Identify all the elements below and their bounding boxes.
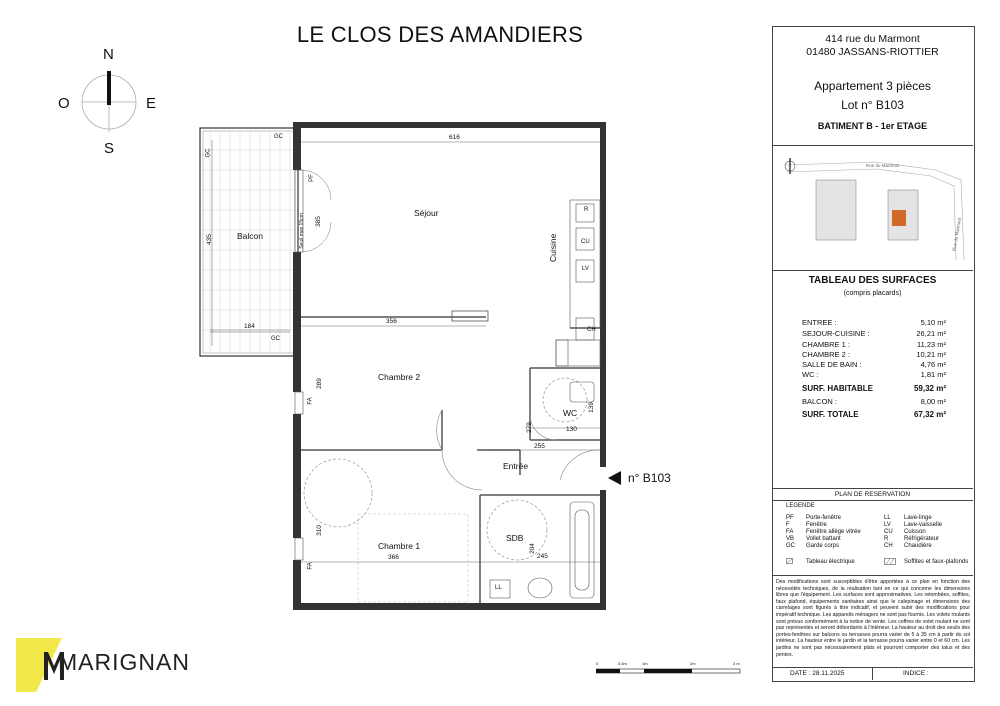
room-label-cuisine: Cuisine <box>548 233 558 262</box>
reservation-heading: PLAN DE RESERVATION <box>834 491 911 498</box>
surface-row-wc: WC : 1,81 m² <box>802 370 946 379</box>
code-gc-top: GC <box>274 134 283 140</box>
surface-row-chambre1: CHAMBRE 1 : 11,23 m² <box>802 340 946 349</box>
room-label-wc: WC <box>563 408 578 418</box>
address-line-2: 01480 JASSANS-RIOTTIER <box>806 46 939 58</box>
legend-left-label-2: Fenêtre allège vitrée <box>806 529 861 535</box>
lot-marker-label: n° B103 <box>628 471 671 485</box>
legend-left-code-2: FA <box>786 529 794 535</box>
footer-date: DATE : 28.11.2025 <box>790 670 845 677</box>
marignan-logo-text: MARIGNAN <box>58 649 190 675</box>
dim-435: 435 <box>205 234 213 245</box>
legend-soffits: Soffites et faux-plafonds <box>904 559 969 565</box>
appliance-ll: LL <box>495 585 502 591</box>
legend-right-label-4: Chaudière <box>904 543 932 549</box>
surface-row-totale: SURF. TOTALE 67,32 m² <box>802 410 946 419</box>
legend-title: LEGENDE <box>786 503 815 509</box>
surface-row-entree: ENTREE : 5,10 m² <box>802 318 946 327</box>
legend-left-code-3: VB <box>786 536 795 542</box>
surfaces-heading: TABLEAU DES SURFACES <box>808 275 937 286</box>
legend-right-code-1: LV <box>884 522 891 528</box>
room-label-sejour: Séjour <box>414 208 439 218</box>
lot-arrow-icon <box>608 471 622 485</box>
scale-label-05: 0.5m <box>618 661 627 666</box>
compass-west: O <box>58 95 70 112</box>
legend-left-label-4: Garde corps <box>806 543 840 549</box>
room-label-chambre2: Chambre 2 <box>378 372 421 382</box>
dim-385: 385 <box>314 216 322 227</box>
apartment-building: BATIMENT B - 1er ETAGE <box>817 121 928 131</box>
compass-icon <box>78 60 140 140</box>
legend-right-code-2: CU <box>884 529 893 535</box>
surface-row-sdb: SALLE DE BAIN : 4,76 m² <box>802 360 946 369</box>
legend-right-label-0: Lave-linge <box>904 515 932 521</box>
footer-index: INDICE : <box>903 670 929 677</box>
legend-left-code-1: F <box>786 522 790 528</box>
dim-289: 289 <box>315 378 323 389</box>
legend-electric: Tableau électrique <box>806 559 855 565</box>
scale-label-2: 2m <box>690 661 696 666</box>
room-label-chambre1: Chambre 1 <box>378 541 421 551</box>
disclaimer-text: Des modifications sont susceptibles d'être apportées à ce plan en fonction des nécessités techniques, de la réalisation tant en ce qui concerne les dimensions libres que l'équipement. Les surfaces sont approximatives. Les retombées, soffites, faux plafond, équipements sanitaires ainsi que le calepinage et dimensions des carrelages sont figurés à titre indicatif, et peuvent subir des modifications pour impératif technique. Les appareils ménagers ne sont pas fournis. Les volets roulants sont prévus conformément à la notice de vente. Les coffres de volet roulant ne sont pas représentés et seront débordants à l'intérieur. La hauteur au droit des seuils des portes-fenêtres sur balcons ou terrasses pourra varier de 5 à 35 cm à partir du sol intérieur. La hauteur entre le jardin et la terrasse pourra varier entre 0 et 60 cm. Les jardins ne sont pas nécessairement plats et pourront comporter des talus et des pentes. <box>776 579 970 658</box>
appliance-cu: CU <box>581 239 590 245</box>
dim-616: 616 <box>449 134 460 141</box>
room-label-sdb: SDB <box>506 533 524 543</box>
surface-row-habitable: SURF. HABITABLE 59,32 m² <box>802 384 946 393</box>
code-fa-1: FA <box>307 397 314 405</box>
dim-139: 139 <box>587 402 595 413</box>
apartment-lot: Lot n° B103 <box>841 98 904 112</box>
dim-255: 255 <box>534 443 545 450</box>
balcony-outline <box>200 128 298 356</box>
dim-184: 184 <box>244 323 255 330</box>
dim-204: 204 <box>528 543 536 554</box>
dim-279: 279 <box>525 422 533 433</box>
code-pf: PF <box>308 174 315 182</box>
site-street-right: Rue du Marmont <box>951 217 963 252</box>
legend-left-code-4: GC <box>786 543 795 549</box>
legend-right-code-4: CH <box>884 543 893 549</box>
appliance-ch: CH <box>587 327 596 333</box>
window-threshold-note: Seuil max 15cm <box>298 213 305 249</box>
room-label-entree: Entrée <box>503 461 529 471</box>
address-line-1: 414 rue du Marmont <box>825 33 920 45</box>
legend-left-code-0: PF <box>786 515 794 521</box>
room-label-balcon: Balcon <box>237 231 263 241</box>
compass-south: S <box>104 140 115 157</box>
code-gc-left: GC <box>205 148 212 158</box>
legend-right-label-3: Réfrigérateur <box>904 536 940 542</box>
legend-left-label-3: Vollet battant <box>806 536 841 542</box>
code-fa-2: FA <box>307 562 314 570</box>
legend-right-code-3: R <box>884 536 889 542</box>
appliance-r: R <box>584 207 589 213</box>
surfaces-subheading: (compris placards) <box>843 290 902 297</box>
dim-245: 245 <box>537 553 548 560</box>
dim-130: 130 <box>566 426 577 433</box>
legend-right-label-2: Cuisson <box>904 529 926 535</box>
site-street-top: Rue du Marmont <box>866 163 900 168</box>
soffit-hatch-icon <box>884 558 896 565</box>
legend-left-label-0: Porte-fenêtre <box>806 515 842 521</box>
appliance-lv: LV <box>582 266 589 272</box>
scale-label-1: 1m <box>642 661 648 666</box>
legend-left-label-1: Fenêtre <box>806 522 827 528</box>
apartment-type: Appartement 3 pièces <box>814 79 931 93</box>
surface-row-sejour: SEJOUR-CUISINE : 26,21 m² <box>802 329 946 338</box>
page-title: LE CLOS DES AMANDIERS <box>296 22 584 47</box>
surface-row-chambre2: CHAMBRE 2 : 10,21 m² <box>802 350 946 359</box>
dim-356: 356 <box>386 318 397 325</box>
scale-label-0: 0 <box>596 661 599 666</box>
surface-row-balcon: BALCON : 8,00 m² <box>802 397 946 406</box>
code-gc-bottom: GC <box>271 336 280 342</box>
electric-panel-icon <box>786 558 794 565</box>
compass-north: N <box>103 46 114 63</box>
legend-right-label-1: Lave-vaisselle <box>904 522 943 528</box>
legend-right-code-0: LL <box>884 515 891 521</box>
dim-310: 310 <box>315 525 323 536</box>
scale-label-3: 3 m <box>733 661 740 666</box>
compass-east: E <box>146 95 157 112</box>
dim-366: 366 <box>388 554 399 561</box>
